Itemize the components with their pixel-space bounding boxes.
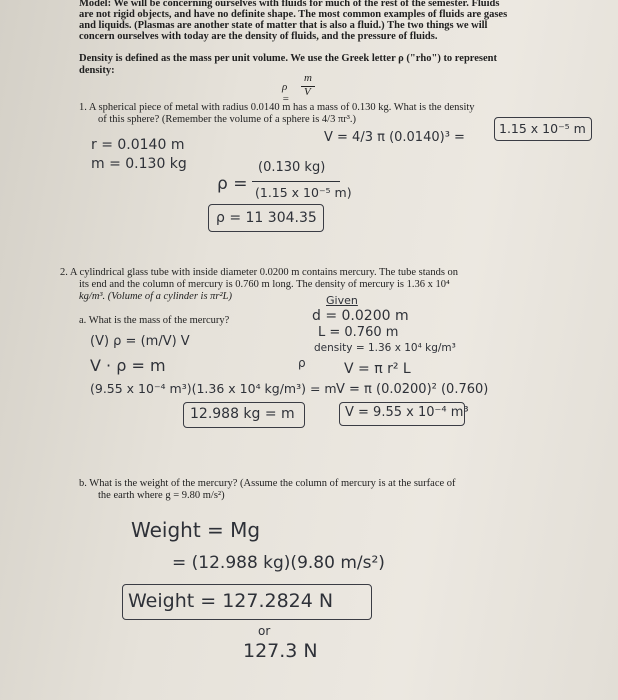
hw-mass-answer: 12.988 kg = m (190, 406, 295, 422)
hw-radius: r = 0.0140 m (91, 137, 185, 153)
q2a-question: a. What is the mass of the mercury? (79, 315, 230, 326)
hw-length: L = 0.760 m (318, 325, 399, 340)
hw-weight-substitution: = (12.988 kg)(9.80 m/s²) (172, 553, 385, 573)
hw-diameter: d = 0.0200 m (312, 308, 409, 324)
density-definition-2: density: (79, 65, 115, 76)
hw-mass: m = 0.130 kg (91, 156, 187, 172)
q2-line-2: its end and the column of mercury is 0.760 m long. The density of mercury is 1.36 x 10⁴ (79, 279, 450, 290)
q2-line-3: kg/m³. (Volume of a cylinder is πr²L) (79, 291, 232, 302)
hw-weight-formula: Weight = Mg (131, 518, 261, 542)
hw-weight-answer: Weight = 127.2824 N (128, 590, 334, 612)
hw-density-given: density = 1.36 x 10⁴ kg/m³ (314, 342, 456, 354)
hw-given-heading: Given (326, 294, 358, 307)
hw-fraction-bar (252, 181, 340, 182)
hw-volume-equation: V = 4/3 π (0.0140)³ = (324, 130, 465, 145)
q2b-line-2: the earth where g = 9.80 m/s²) (98, 490, 225, 501)
hw-mass-calculation: (9.55 x 10⁻⁴ m³)(1.36 x 10⁴ kg/m³) = m (90, 381, 337, 396)
intro-line-2: are not rigid objects, and have no definite shape. The most common examples of fluids are gases (79, 9, 508, 20)
q2-line-1: 2. A cylindrical glass tube with inside diameter 0.0200 m contains mercury. The tube stands on (60, 267, 459, 278)
q2b-line-1: b. What is the weight of the mercury? (Assume the column of mercury is at the surface of (79, 478, 456, 489)
hw-volume-result: V = 9.55 x 10⁻⁴ m³ (345, 405, 469, 420)
hw-mass-formula: V · ρ = m (90, 356, 166, 375)
hw-or: or (258, 624, 271, 638)
q1-line-1: 1. A spherical piece of metal with radius 0.0140 m has a mass of 0.130 kg. What is the density (79, 102, 475, 113)
formula-denominator: V (304, 86, 311, 98)
formula-lhs: ρ = (282, 81, 290, 105)
intro-line-1: Model: We will be concerning ourselves with fluids for much of the rest of the semester. Fluids (79, 0, 500, 9)
hw-rho-label: ρ (298, 356, 306, 370)
hw-volume-calculation: V = π (0.0200)² (0.760) (336, 382, 489, 397)
hw-density-answer: ρ = 11 304.35 (216, 210, 317, 226)
intro-line-4: concern ourselves with today are the density of fluids, and the pressure of fluids. (79, 31, 438, 42)
hw-rearrange-step: (V) ρ = (m/V) V (90, 334, 190, 349)
q1-line-2: of this sphere? (Remember the volume of a sphere is 4/3 πr³.) (98, 114, 357, 125)
hw-cylinder-volume: V = π r² L (344, 361, 411, 377)
hw-density-lhs: ρ = (217, 174, 248, 194)
hw-density-denominator: (1.15 x 10⁻⁵ m) (255, 185, 352, 200)
hw-density-numerator: (0.130 kg) (258, 160, 326, 175)
formula-numerator: m (304, 72, 312, 84)
hw-weight-rounded: 127.3 N (243, 640, 318, 662)
intro-line-3: and liquids. (Plasmas are another state of matter that is also a fluid.) The two things we will (79, 20, 488, 31)
density-definition-1: Density is defined as the mass per unit volume. We use the Greek letter ρ ("rho") to represent (79, 53, 497, 64)
hw-volume-answer: 1.15 x 10⁻⁵ m (499, 121, 586, 136)
